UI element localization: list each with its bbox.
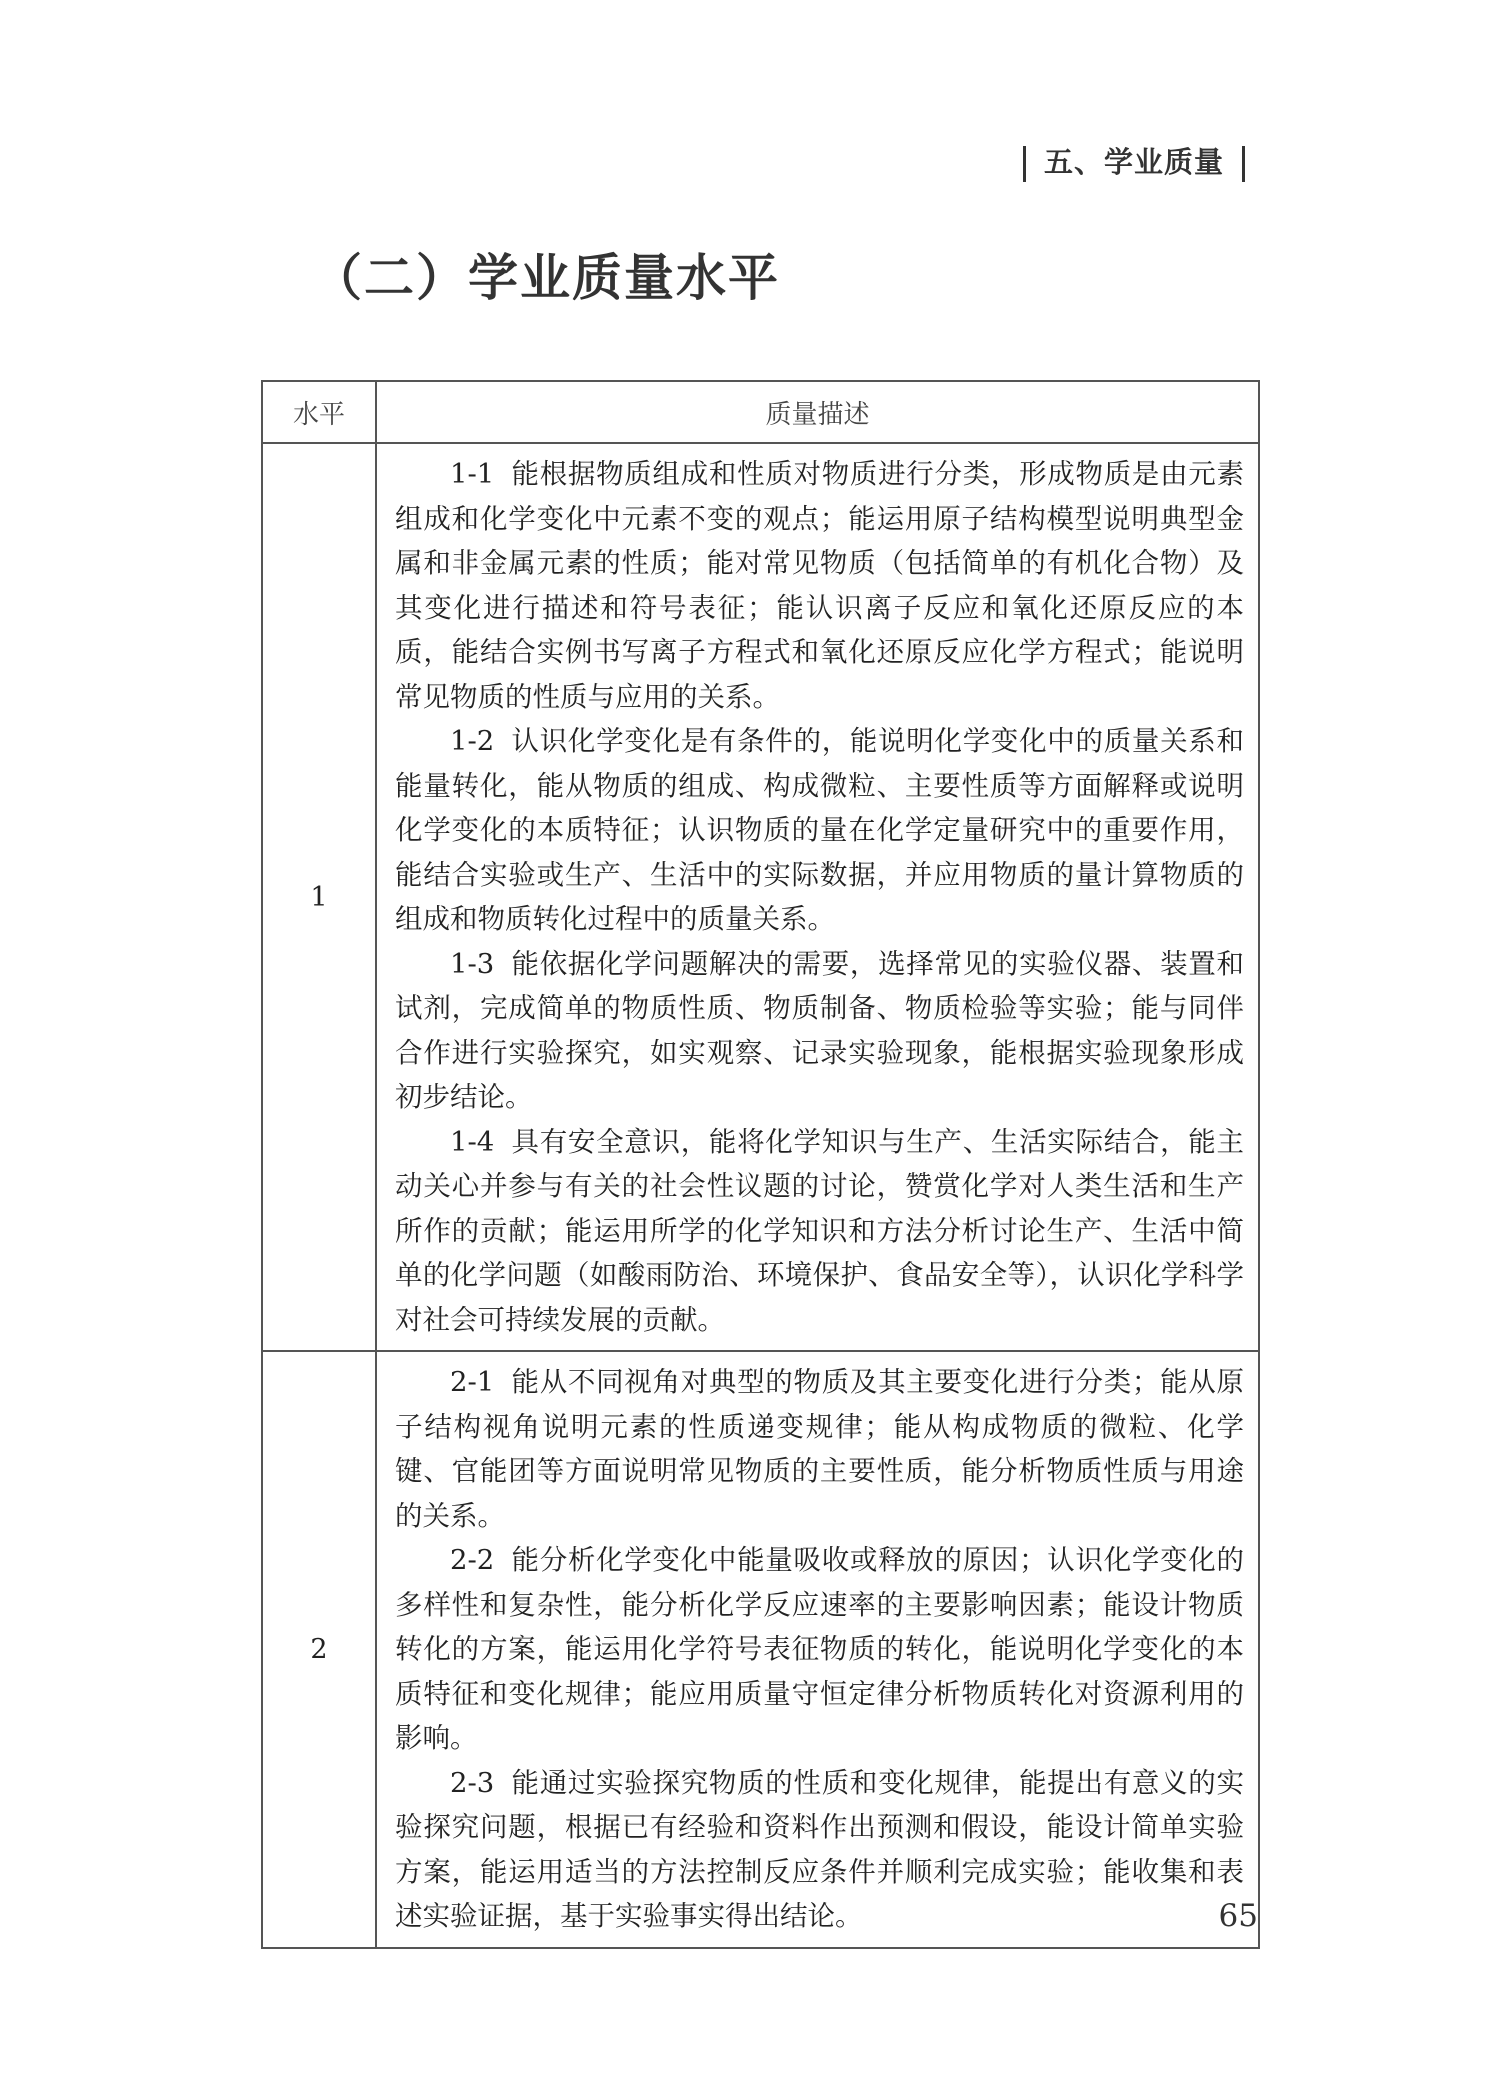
item-code: 2-3	[450, 1766, 495, 1799]
description-cell	[376, 1351, 1259, 1948]
header-divider-left	[1023, 146, 1026, 182]
description-cell	[376, 443, 1259, 1351]
column-header-description: 质量描述	[376, 381, 1259, 443]
description-item	[395, 1761, 1244, 1939]
table-row	[262, 1351, 1259, 1948]
table-header-row	[262, 381, 1259, 443]
item-text: 能根据物质组成和性质对物质进行分类，形成物质是由元素组成和化学变化中元素不变的观点；能运用原子结构模型说明典型金属和非金属元素的性质；能对常见物质（包括简单的有机化合物）及其变化进行描述和符号表征；能认识离子反应和氧化还原反应的本质，能结合实例书写离子方程式和氧化还原反应化学方程式；能说明常见物质的性质与应用的关系。	[395, 458, 1244, 713]
quality-level-table	[261, 380, 1260, 1949]
header-divider-right	[1242, 146, 1245, 182]
level-cell: 1	[262, 443, 376, 1351]
item-code: 1-3	[450, 947, 495, 980]
running-header-title: 五、学业质量	[1043, 145, 1224, 179]
section-title: （二）学业质量水平	[312, 249, 780, 307]
item-code: 1-2	[450, 725, 495, 757]
running-header	[1005, 140, 1263, 182]
description-item	[395, 1120, 1244, 1343]
level-cell: 2	[262, 1351, 376, 1948]
column-header-level: 水平	[262, 381, 376, 443]
item-text: 能从不同视角对典型的物质及其主要变化进行分类；能从原子结构视角说明元素的性质递变规律；能从构成物质的微粒、化学键、官能团等方面说明常见物质的主要性质，能分析物质性质与用途的关系。	[395, 1366, 1244, 1532]
description-item	[395, 719, 1244, 942]
item-text: 具有安全意识，能将化学知识与生产、生活实际结合，能主动关心并参与有关的社会性议题的讨论，赞赏化学对人类生活和生产所作的贡献；能运用所学的化学知识和方法分析讨论生产、生活中简单的化学问题（如酸雨防治、环境保护、食品安全等），认识化学科学对社会可持续发展的贡献。	[395, 1125, 1244, 1336]
item-text: 能通过实验探究物质的性质和变化规律，能提出有意义的实验探究问题，根据已有经验和资料作出预测和假设，能设计简单实验方案，能运用适当的方法控制反应条件并顺利完成实验；能收集和表述实验证据，基于实验事实得出结论。	[395, 1766, 1244, 1932]
item-code: 2-2	[450, 1544, 495, 1576]
description-item	[395, 942, 1244, 1120]
description-item	[395, 1360, 1244, 1538]
table-row	[262, 443, 1259, 1351]
item-text: 能依据化学问题解决的需要，选择常见的实验仪器、装置和试剂，完成简单的物质性质、物质制备、物质检验等实验；能与同伴合作进行实验探究，如实观察、记录实验现象，能根据实验现象形成初步结论。	[395, 947, 1244, 1113]
item-text: 能分析化学变化中能量吸收或释放的原因；认识化学变化的多样性和复杂性，能分析化学反应速率的主要影响因素；能设计物质转化的方案，能运用化学符号表征物质的转化，能说明化学变化的本质特征和变化规律；能应用质量守恒定律分析物质转化对资源利用的影响。	[395, 1544, 1244, 1754]
item-code: 1-1	[450, 458, 495, 490]
page-number: 65	[1218, 1898, 1258, 1934]
item-code: 1-4	[450, 1125, 495, 1158]
item-text: 认识化学变化是有条件的，能说明化学变化中的质量关系和能量转化，能从物质的组成、构成微粒、主要性质等方面解释或说明化学变化的本质特征；认识物质的量在化学定量研究中的重要作用，能结合实验或生产、生活中的实际数据，并应用物质的量计算物质的组成和物质转化过程中的质量关系。	[395, 725, 1244, 935]
item-code: 2-1	[450, 1366, 495, 1398]
description-item	[395, 1538, 1244, 1761]
description-item	[395, 452, 1244, 719]
